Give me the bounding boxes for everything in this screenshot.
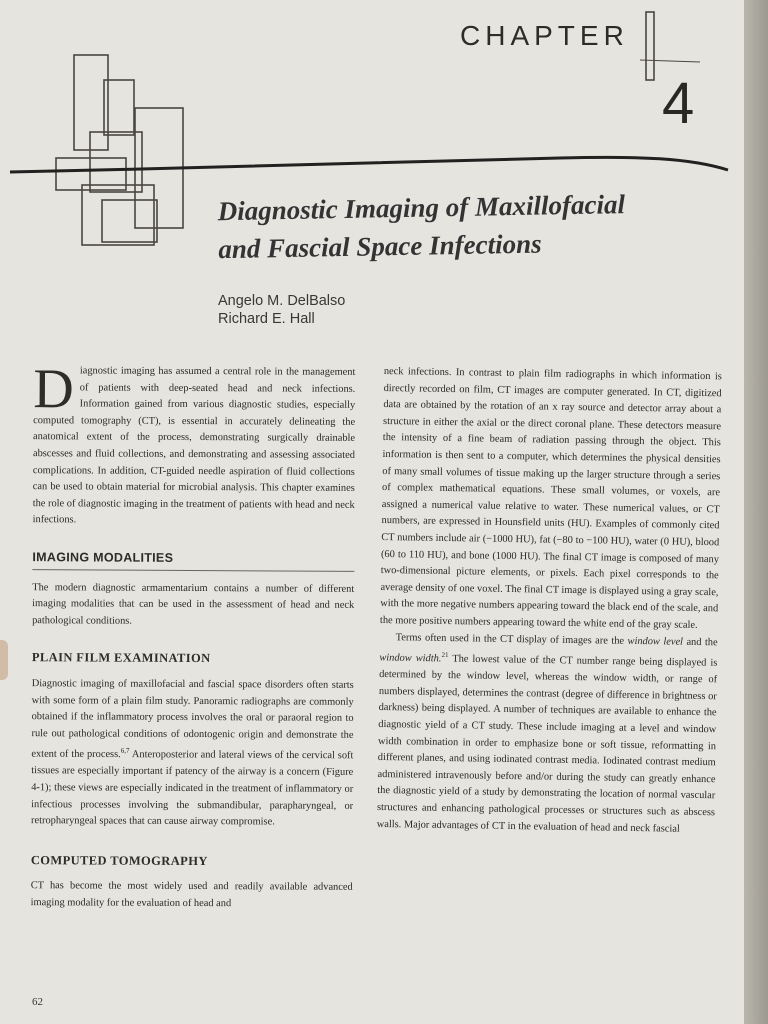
heading-computed-tomography: COMPUTED TOMOGRAPHY <box>30 852 208 868</box>
chapter-rule-thin <box>640 60 700 62</box>
deco-box <box>74 55 108 150</box>
window-paragraph <box>377 629 718 838</box>
window-text: Terms often used in the CT display of images are the <box>395 631 628 647</box>
right-column <box>377 364 722 838</box>
intro-paragraph <box>32 358 356 531</box>
term-window-width: window width. <box>379 652 442 665</box>
ct-continued-paragraph: neck infections. In contrast to plain film radiographs in which information is directly recorded on film, CT images are computer generated. In CT, digitized data are obtained by the rotation of an x ray source and detector array about a structure in either the axial or the direct coronal plane. These detectors measure the intensity of a fine beam of radiation passing through the object. This information is then sent to a computer, which determines the physical densities of many small volumes of tissue making up the larger structure through a series of complex mathematical equations. These small volumes, or voxels, are assigned a numerical value relative to water. These numerical values, or CT numbers, are expressed in Hounsfield units (HU). Examples of commonly cited CT numbers include air (−1000 HU), fat (−80 to −100 HU), water (0 HU), blood (60 to 110 HU), and bone (1000 HU). The final CT image is composed of many two-dimensional picture elements, or pixels. Each pixel corresponds to the average density of one voxel. The final CT image is displayed using a gray scale, with the more negative numbers appearing toward the black end of the scale, and the more positive numbers appearing toward the white end of the gray scale. <box>379 365 722 631</box>
deco-box <box>90 132 142 192</box>
chapter-number: 4 <box>662 71 695 136</box>
intro-text: iagnostic imaging has assumed a central role in the management of patients with deep-seated head and neck infections. Information gained from various diagnostic studies, especially computed tomography (CT), is essential in accurately delineating the anatomical extent of the process, demonstrating surgically drainable abscesses and fluid collections, and demonstrating and assessing associated complications. In addition, CT-guided needle aspiration of fluid collections can be used to obtain material for microbial analysis. This chapter examines the role of diagnostic imaging in the treatment of patients with head and neck infections. <box>32 365 356 526</box>
author-1: Angelo M. DelBalso <box>218 293 346 309</box>
thumb-shadow <box>0 640 8 680</box>
plain-film-text-continued: Anteroposterior and lateral views of the cervical soft tissues are especially important if patency of the airway is a concern (Figure 4-1); these views are especially indicated in the treatment of inflammatory or infectious processes involving the submandibular, parapharyngeal, or retropharyngeal spaces that can cause airway compromise. <box>31 749 354 828</box>
authors <box>218 292 345 328</box>
page-number: 62 <box>32 996 43 1008</box>
ct-paragraph: CT has become the most widely used and readily available advanced imaging modality for the evaluation of head and <box>30 880 353 910</box>
plain-film-paragraph <box>31 676 354 831</box>
drop-cap: D <box>33 358 74 421</box>
left-column <box>30 358 356 913</box>
term-window-level: window level <box>627 635 684 648</box>
window-text-and: and the <box>682 636 718 648</box>
page-edge <box>744 0 768 1024</box>
deco-box <box>102 200 157 242</box>
author-2: Richard E. Hall <box>218 311 315 327</box>
chapter-title <box>217 184 698 268</box>
window-text-continued: The lowest value of the CT number range being displayed is determined by the window level, whereas the window width, or range of numbers displayed, determines the contrast (degree of difference in brightness or darkness) being displayed. A number of techniques are available to enhance the diagnostic yield of a CT study. These include imaging at a level and window width combination in order to emphasize bone or soft tissue, reformatting in different planes, and using iodinated contrast media. Iodinated contrast medium administered intravenously before and/or during the study can greatly enhance the diagnostic yield of a study by demonstrating the location of normal vascular structures and enhancing pathological processes or structures such as abscess walls. Major advantages of CT in the evaluation of head and neck fascial <box>376 653 718 835</box>
chapter-label: CHAPTER <box>460 20 629 51</box>
reference-superscript: 21 <box>441 651 449 660</box>
title-line-2: and Fascial Space Infections <box>218 228 542 265</box>
heading-imaging-modalities: IMAGING MODALITIES <box>32 550 174 565</box>
deco-box <box>646 12 654 80</box>
chapter-rule <box>10 157 728 172</box>
heading-rule <box>32 569 354 572</box>
heading-plain-film: PLAIN FILM EXAMINATION <box>31 650 211 666</box>
deco-box <box>82 185 154 245</box>
plain-film-text: Diagnostic imaging of maxillofacial and fascial space disorders often starts with some form of a plain film study. Panoramic radiographs are commonly obtained if the inflammatory process involves the oral or paraoral region to rule out pathological conditions of odontogenic origin and demonstrate the extent of the process. <box>31 678 354 761</box>
imaging-paragraph: The modern diagnostic armamentarium contains a number of different imaging modalities that can be used in the assessment of head and neck pathological conditions. <box>32 581 355 627</box>
title-line-1: Diagnostic Imaging of Maxillofacial <box>217 189 626 227</box>
reference-superscript: 6,7 <box>120 746 130 755</box>
